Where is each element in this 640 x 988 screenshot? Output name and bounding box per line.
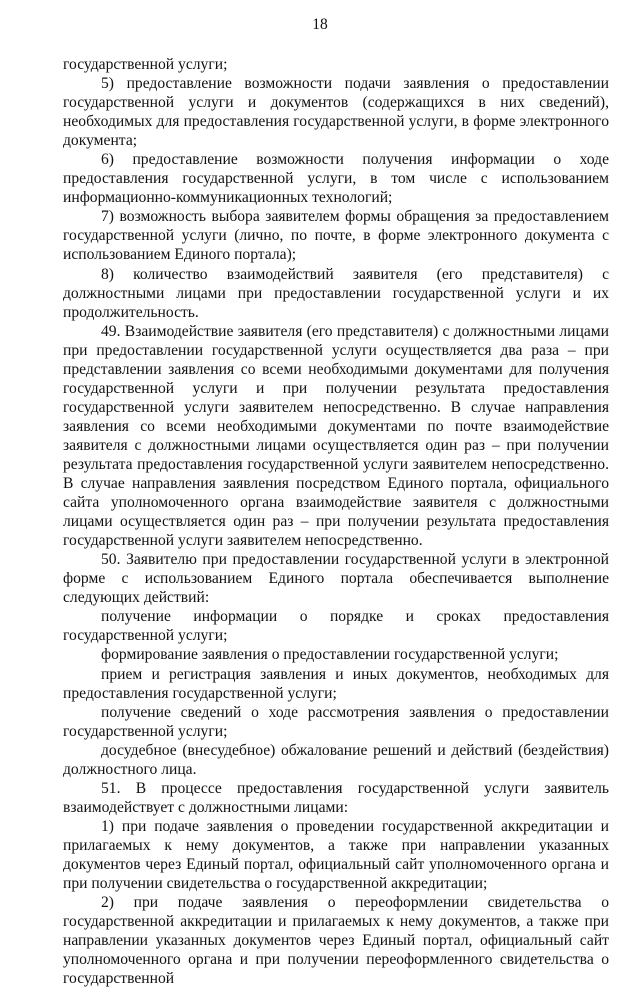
paragraph: 5) предоставление возможности подачи заявления о предоставлении государственной услуги и документов (содержащихся в них сведений), необходимых для предоставления государственной услуги, в форме электронного документа; [63, 75, 609, 150]
paragraph: получение информации о порядке и сроках предоставления государственной услуги; [63, 608, 609, 645]
paragraph: 1) при подаче заявления о проведении государственной аккредитации и прилагаемых к нему документов, а также при направлении указанных документов через Единый портал, официальный сайт уполномоченного органа и при получении свидетельства о государственной аккредитации; [63, 817, 609, 893]
paragraph: 2) при подаче заявления о переоформлении свидетельства о государственной аккредитации и прилагаемых к нему документов, а также при направлении указанных документов через Единый портал, официальный сайт уполномоченного органа и при получении переоформленного свидетельства о государственной [63, 894, 609, 988]
paragraph: прием и регистрация заявления и иных документов, необходимых для предоставления государственной услуги; [63, 665, 609, 702]
paragraph: получение сведений о ходе рассмотрения заявления о предоставлении государственной услуги; [63, 703, 609, 740]
paragraph: 50. Заявителю при предоставлении государственной услуги в электронной форме с использованием Единого портала обеспечивается выполнение следующих действий: [63, 551, 609, 607]
paragraph: 49. Взаимодействие заявителя (его представителя) с должностными лицами при предоставлении государственной услуги осуществляется два раза – при представлении заявления со всеми необходимыми документами для получения государственной услуги и при получении результата предоставления государственной услуги заявителем непосредственно. В случае направления заявления со всеми необходимыми документами по почте взаимодействие заявителя с должностными лицами осуществляется один раз – при получении результата предоставления государственной услуги заявителем непосредственно. В случае направления заявления посредством Единого портала, официального сайта уполномоченного органа взаимодействие заявителя с должностными лицами осуществляется один раз – при получении результата предоставления государственной услуги заявителем непосредственно. [63, 322, 609, 550]
paragraph: 8) количество взаимодействий заявителя (его представителя) с должностными лицами при предоставлении государственной услуги и их продолжительность. [63, 265, 609, 321]
paragraph: 7) возможность выбора заявителем формы обращения за предоставлением государственной услуги (лично, по почте, в форме электронного документа с использованием Единого портала); [63, 208, 609, 264]
page-number: 18 [312, 16, 328, 33]
document-body [63, 55, 609, 988]
paragraph: государственной услуги; [63, 56, 228, 73]
paragraph: 6) предоставление возможности получения информации о ходе предоставления государственной услуги, в том числе с использованием информационно-коммуникационных технологий; [63, 151, 609, 207]
paragraph: формирование заявления о предоставлении государственной услуги; [101, 646, 559, 664]
paragraph: 51. В процессе предоставления государственной услуги заявитель взаимодействует с должностными лицами: [63, 779, 609, 816]
paragraph: досудебное (внесудебное) обжалование решений и действий (бездействия) должностного лица. [63, 741, 609, 778]
